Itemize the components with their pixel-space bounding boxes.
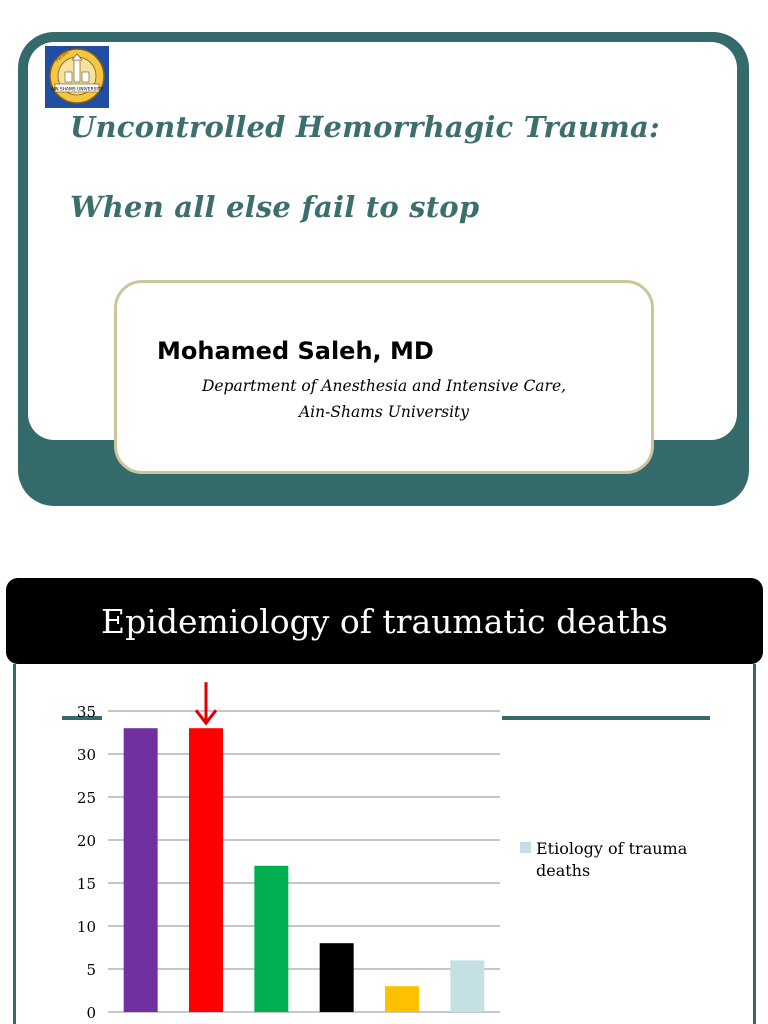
legend-swatch	[520, 842, 531, 853]
svg-text:AIN SHAMS UNIVERSITY: AIN SHAMS UNIVERSITY	[50, 87, 104, 93]
bar-1	[124, 728, 158, 1012]
slide-left-border	[13, 664, 16, 1024]
slide-title-line-1: Uncontrolled Hemorrhagic Trauma:	[70, 110, 660, 144]
y-tick-label: 5	[86, 961, 96, 979]
y-tick-label: 20	[76, 832, 96, 850]
legend-label: Etiology of trauma deaths	[536, 839, 688, 880]
etiology-bar-chart	[60, 676, 510, 1024]
slide-right-border	[753, 664, 756, 1024]
y-tick-label: 35	[76, 703, 96, 721]
red-down-arrow-icon	[196, 682, 216, 723]
university-emblem-icon	[45, 46, 109, 108]
department-text: Department of Anesthesia and Intensive Care,	[201, 377, 567, 395]
bar-5	[385, 986, 419, 1012]
slide-title-line-2: When all else fail to stop	[70, 190, 480, 224]
bar-4	[320, 943, 354, 1012]
y-tick-label: 0	[86, 1004, 96, 1022]
y-tick-label: 15	[76, 875, 96, 893]
author-name: Mohamed Saleh, MD	[157, 337, 434, 365]
y-tick-label: 10	[76, 918, 96, 936]
university-text: Ain-Shams University	[298, 403, 470, 421]
bar-6	[450, 960, 484, 1012]
y-tick-label: 30	[76, 746, 96, 764]
epidemiology-header	[6, 578, 763, 664]
y-tick-label: 25	[76, 789, 96, 807]
teal-rule-right	[502, 716, 710, 720]
bar-3	[254, 866, 288, 1012]
epidemiology-title: Epidemiology of traumatic deaths	[101, 602, 668, 641]
bar-2	[189, 728, 223, 1012]
